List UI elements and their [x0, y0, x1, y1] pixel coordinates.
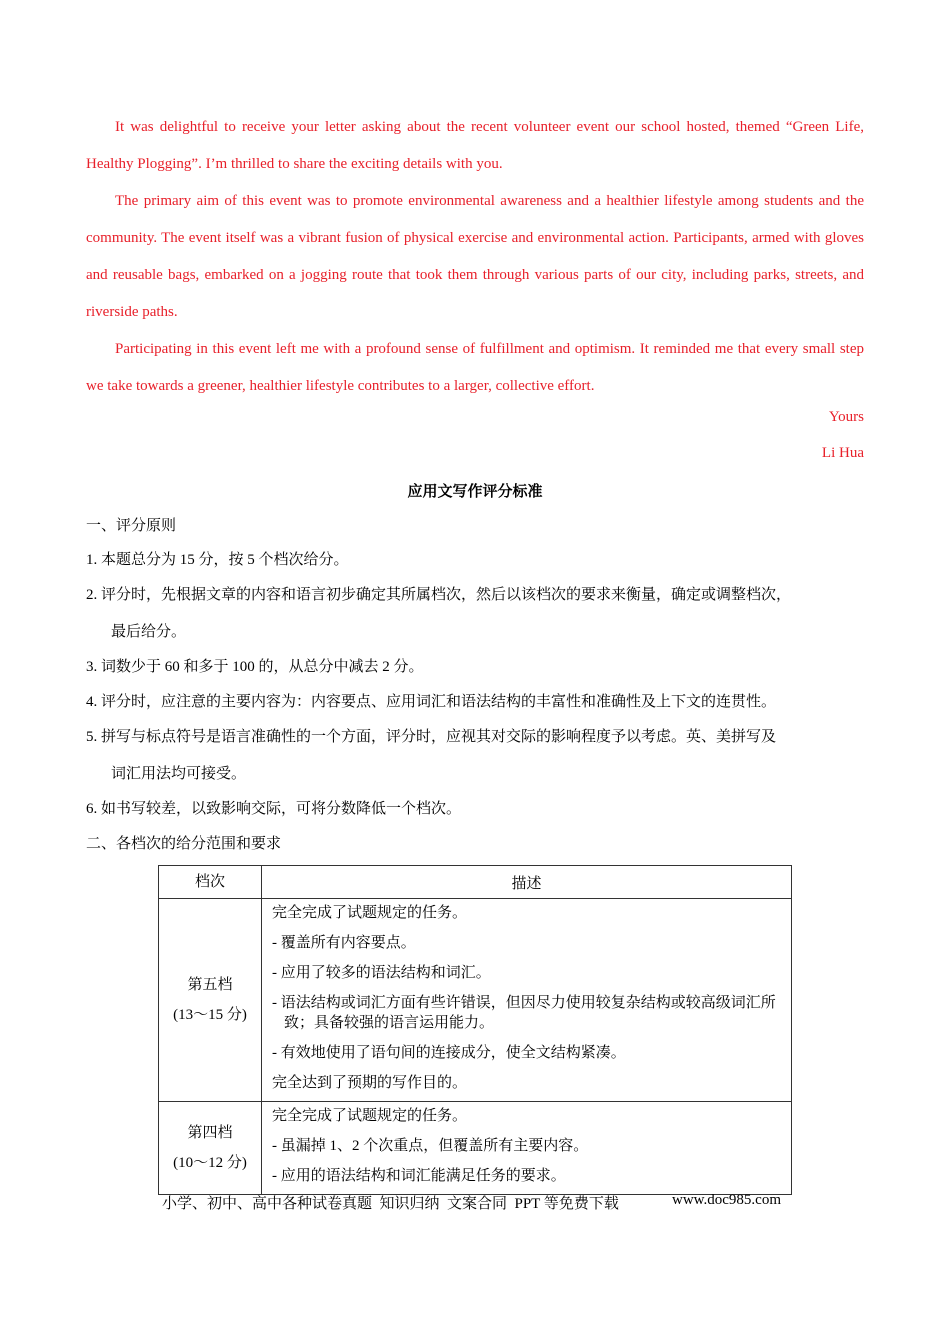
desc-line: - 覆盖所有内容要点。: [272, 935, 416, 951]
principle-4: 4. 评分时，应注意的主要内容为：内容要点、应用词汇和语法结构的丰富性和准确性及上下文的连贯性。: [86, 694, 777, 710]
level-name: 第四档: [187, 1125, 233, 1141]
table-row: [159, 899, 792, 1102]
description-cell: [262, 899, 792, 1102]
section1-heading: 一、评分原则: [86, 518, 177, 534]
principle-2-cont: 最后给分。: [111, 624, 187, 640]
principle-6: 6. 如书写较差，以致影响交际，可将分数降低一个档次。: [86, 801, 462, 817]
description-cell: [262, 1102, 792, 1195]
letter-paragraph-3: Participating in this event left me with a profound sense of fulfillment and optimism. It reminded me that every small step we take towards a greener, healthier lifestyle contributes to a larger, collective effort.: [86, 341, 864, 394]
desc-line: - 应用的语法结构和词汇能满足任务的要求。: [272, 1168, 566, 1184]
level-range: (13～15 分): [173, 1007, 247, 1023]
level-cell: [159, 1102, 262, 1195]
rubric-table: [158, 865, 792, 1195]
level-range: (10～12 分): [173, 1155, 247, 1171]
header-description: 描述: [262, 866, 792, 899]
table-row: [159, 1102, 792, 1195]
letter-body: [86, 109, 864, 405]
desc-line: 完全达到了预期的写作目的。: [272, 1075, 468, 1091]
principle-2: 2. 评分时，先根据文章的内容和语言初步确定其所属档次，然后以该档次的要求来衡量，确定或调整档次，: [86, 587, 792, 603]
letter-signature: Li Hua: [821, 445, 864, 461]
principle-3: 3. 词数少于 60 和多于 100 的，从总分中减去 2 分。: [86, 659, 424, 675]
section2-heading: 二、各档次的给分范围和要求: [86, 836, 282, 852]
principle-5-cont: 词汇用法均可接受。: [111, 766, 247, 782]
rubric-title: 应用文写作评分标准: [407, 482, 543, 500]
letter-closing: Yours: [828, 409, 864, 425]
letter-paragraph-2: The primary aim of this event was to promote environmental awareness and a healthier lifestyle among students and the community. The event itself was a vibrant fusion of physical exercise and environmental action. Participants, armed with gloves and reusable bags, embarked on a jogging route that took them through various parts of our city, including parks, streets, and riverside paths.: [86, 193, 864, 320]
footer-text: 小学、初中、高中各种试卷真题 知识归纳 文案合同 PPT 等免费下载: [162, 1196, 619, 1212]
footer-url[interactable]: www.doc985.com: [672, 1192, 782, 1208]
desc-line: - 虽漏掉 1、2 个次重点，但覆盖所有主要内容。: [272, 1138, 589, 1154]
desc-line: - 应用了较多的语法结构和词汇。: [272, 965, 491, 981]
table-header-row: [159, 866, 792, 899]
principle-1: 1. 本题总分为 15 分，按 5 个档次给分。: [86, 552, 349, 568]
desc-line: 完全完成了试题规定的任务。: [272, 1108, 468, 1124]
desc-line: - 有效地使用了语句间的连接成分，使全文结构紧凑。: [272, 1045, 626, 1061]
principle-5: 5. 拼写与标点符号是语言准确性的一个方面，评分时，应视其对交际的影响程度予以考虑。英、美拼写及: [86, 729, 777, 745]
level-name: 第五档: [187, 977, 233, 993]
desc-line: 完全完成了试题规定的任务。: [272, 905, 468, 921]
level-cell: [159, 899, 262, 1102]
header-level: 档次: [159, 866, 262, 899]
desc-line: - 语法结构或词汇方面有些许错误，但因尽力使用较复杂结构或较高级词汇所致；具备较强的语言运用能力。: [272, 995, 776, 1031]
letter-paragraph-1: It was delightful to receive your letter asking about the recent volunteer event our school hosted, themed “Green Life, Healthy Plogging”. I’m thrilled to share the exciting details with you.: [86, 119, 864, 172]
